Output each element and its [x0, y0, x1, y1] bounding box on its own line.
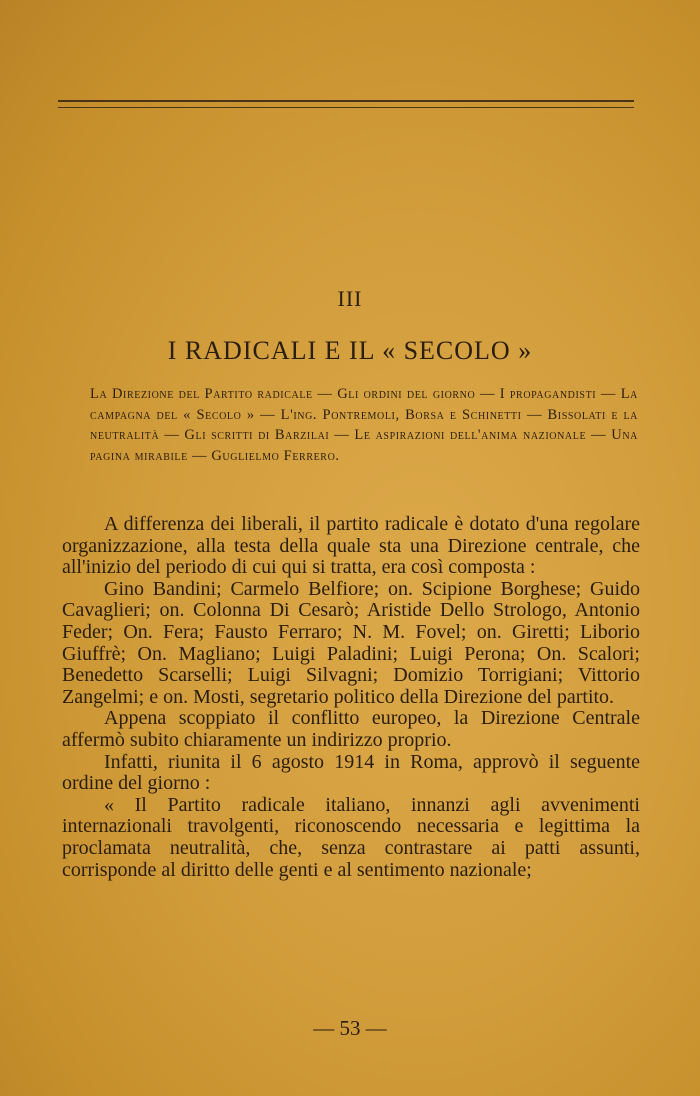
chapter-summary: La Direzione del Partito radicale — Gli ordini del giorno — I propagandisti — La campagna del « Secolo » — L'ing. Pontremoli, Borsa e Schinetti — Bissolati e la neutralità — Gli scritti di Barzilai — Le aspirazioni dell'anima nazionale — Una pagina mirabile — Guglielmo Ferrero. [90, 386, 638, 464]
paragraph: « Il Partito radicale italiano, innanzi agli avvenimenti internazionali travolgenti, riconoscendo necessaria e legittima la proclamata neutralità, che, senza contrastare ai patti assunti, corrisponde al diritto delle genti e al sentimento nazionale; [62, 793, 640, 881]
header-rule-thin [58, 107, 634, 108]
page-number: — 53 — [313, 1016, 387, 1040]
header-rule [58, 100, 634, 102]
chapter-title: I RADICALI E IL « SECOLO » [167, 336, 533, 365]
body-text [62, 514, 640, 881]
paragraph: A differenza dei liberali, il partito radicale è dotato d'una regolare organizzazione, alla testa della quale sta una Direzione centrale, che all'inizio del periodo di cui qui si tratta, era così composta : [62, 513, 640, 579]
paragraph: Gino Bandini; Carmelo Belfiore; on. Scipione Borghese; Guido Cavaglieri; on. Colonna Di Cesarò; Aristide Dello Strologo, Antonio Feder; On. Fera; Fausto Ferraro; N. M. Fovel; on. Giretti; Liborio Giuffrè; On. Magliano; Luigi Paladini; Luigi Perona; On. Scalori; Benedetto Scarselli; Luigi Silvagni; Domizio Torrigiani; Vittorio Zangelmi; e on. Mosti, segretario politico della Direzione del partito. [62, 577, 640, 708]
paragraph: Infatti, riunita il 6 agosto 1914 in Roma, approvò il seguente ordine del giorno : [62, 750, 640, 795]
chapter-number: III [337, 286, 363, 311]
paragraph: Appena scoppiato il conflitto europeo, la Direzione Centrale affermò subito chiaramente un indirizzo proprio. [62, 707, 640, 751]
